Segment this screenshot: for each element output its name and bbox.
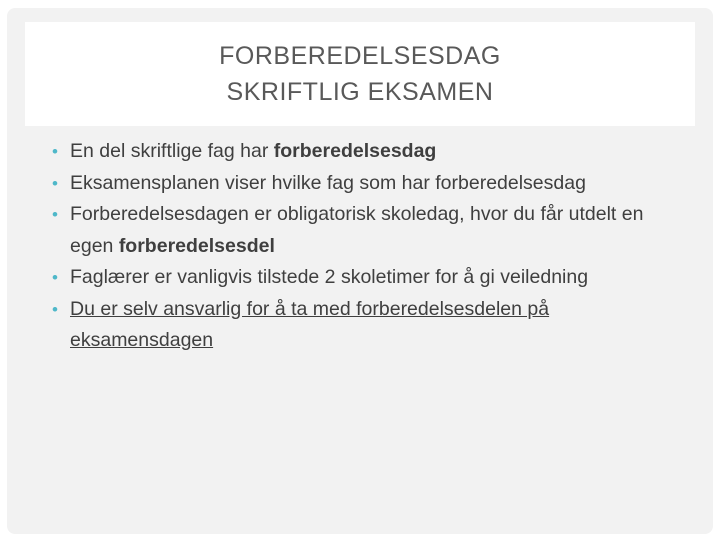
title-line-2: SKRIFTLIG EKSAMEN bbox=[226, 78, 494, 106]
bullet-dot: • bbox=[52, 268, 58, 287]
bullet-dot: • bbox=[52, 205, 58, 224]
bullet-item-5[interactable] bbox=[50, 294, 690, 357]
bullet-link-text[interactable]: Du er selv ansvarlig for å ta med forberedelsesdelen på eksamensdagen bbox=[70, 297, 550, 351]
bullet-item-4 bbox=[50, 262, 690, 294]
bullet-dot: • bbox=[52, 173, 58, 193]
bullet-item-3 bbox=[50, 199, 690, 262]
bullet-text: Forberedelsesdagen er obligatorisk skoledag, hvor du får utdelt en egen bbox=[70, 203, 644, 257]
bullet-item-2 bbox=[50, 168, 690, 200]
bullet-bold-text: forberedelsesdag bbox=[273, 140, 437, 162]
bullet-item-1 bbox=[50, 136, 690, 168]
bullet-text: Eksamensplanen viser hvilke fag som har forberedelsesdag bbox=[70, 171, 586, 194]
bullet-text: En del skriftlige fag har bbox=[70, 140, 274, 162]
bullet-dot: • bbox=[52, 142, 58, 161]
title-line-1: FORBEREDELSESDAG bbox=[219, 42, 501, 70]
bullet-text: Faglærer er vanligvis tilstede 2 skoletimer for å gi veiledning bbox=[70, 266, 589, 288]
title-box bbox=[25, 22, 695, 126]
bullet-dot: • bbox=[52, 299, 58, 319]
bullet-list bbox=[50, 136, 690, 357]
bullet-bold-text: forberedelsesdel bbox=[118, 234, 275, 257]
